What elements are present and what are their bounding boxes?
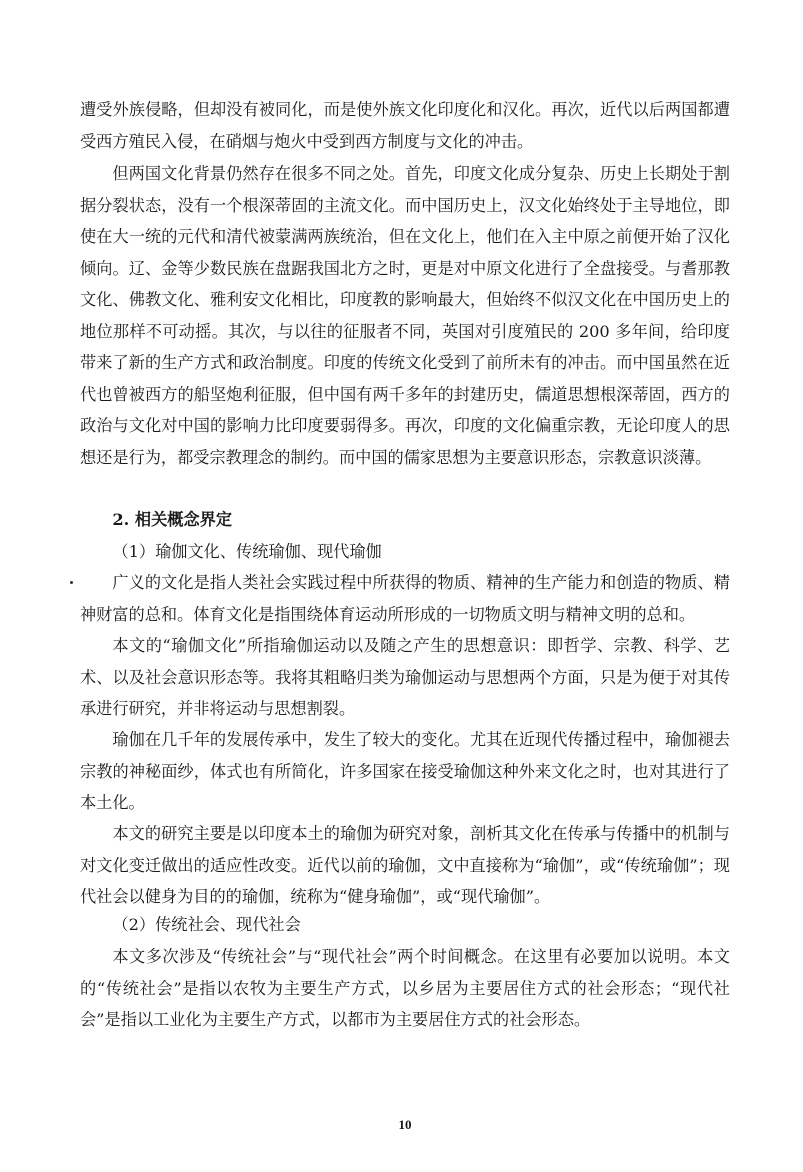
section-heading-block <box>80 504 730 536</box>
subsection-heading-society: （2）传统社会、现代社会 <box>112 915 301 934</box>
body-text <box>80 818 730 913</box>
paragraph-research-scope: 本文的研究主要是以印度本土的瑜伽为研究对象，剖析其文化在传承与传播中的机制与对文化变迁做出的适应性改变。近代以前的瑜伽，文中直接称为“瑜伽”，或“传统瑜伽”；现代社会以健身为目的的瑜伽，统称为“健身瑜伽”，或“现代瑜伽”。 <box>80 824 730 906</box>
margin-dot <box>70 581 73 584</box>
paragraph-yoga-changes: 瑜伽在几千年的发展传承中，发生了较大的变化。尤其在近现代传播过程中，瑜伽褪去宗教的神秘面纱，体式也有所简化，许多国家在接受瑜伽这种外来文化之时，也对其进行了本土化。 <box>80 730 730 812</box>
body-text <box>80 567 730 630</box>
document-page <box>80 0 730 1172</box>
section-heading: 2. 相关概念界定 <box>112 510 233 529</box>
page-number: 10 <box>398 1117 412 1132</box>
paragraph-continued: 遭受外族侵略，但却没有被同化，而是使外族文化印度化和汉化。再次，近代以后两国都遭受西方殖民入侵，在硝烟与炮火中受到西方制度与文化的冲击。 <box>80 100 730 151</box>
body-text <box>80 630 730 725</box>
paragraph-culture-definition: 广义的文化是指人类社会实践过程中所获得的物质、精神的生产能力和创造的物质、精神财富的总和。体育文化是指围绕体育运动所形成的一切物质文明与精神文明的总和。 <box>80 573 730 624</box>
paragraph-society-definition: 本文多次涉及“传统社会”与“现代社会”两个时间概念。在这里有必要加以说明。本文的“传统社会”是指以农牧为主要生产方式，以乡居为主要居住方式的社会形态；“现代社会”是指以工业化为主要生产方式，以都市为主要居住方式的社会形态。 <box>80 947 730 1029</box>
body-text <box>80 724 730 819</box>
body-text <box>80 94 730 157</box>
body-text <box>80 158 730 473</box>
subsection-heading-block <box>80 536 730 568</box>
subsection-heading-block <box>80 909 730 941</box>
body-text <box>80 941 730 1036</box>
paragraph-yoga-culture-definition: 本文的“瑜伽文化”所指瑜伽运动以及随之产生的思想意识：即哲学、宗教、科学、艺术、以及社会意识形态等。我将其粗略归类为瑜伽运动与思想两个方面，只是为便于对其传承进行研究，并非将运动与思想割裂。 <box>80 636 730 718</box>
paragraph-cultural-differences: 但两国文化背景仍然存在很多不同之处。首先，印度文化成分复杂、历史上长期处于割据分裂状态，没有一个根深蒂固的主流文化。而中国历史上，汉文化始终处于主导地位，即使在大一统的元代和清代被蒙满两族统治，但在文化上，他们在入主中原之前便开始了汉化倾向。辽、金等少数民族在盘踞我国北方之时，更是对中原文化进行了全盘接受。与耆那教文化、佛教文化、雅利安文化相比，印度教的影响最大，但始终不似汉文化在中国历史上的地位那样不可动摇。其次，与以往的征服者不同，英国对引度殖民的 200 多年间，给印度带来了新的生产方式和政治制度。印度的传统文化受到了前所未有的冲击。而中国虽然在近代也曾被西方的船坚炮利征服，但中国有两千多年的封建历史，儒道思想根深蒂固，西方的政治与文化对中国的影响力比印度要弱得多。再次，印度的文化偏重宗教，无论印度人的思想还是行为，都受宗教理念的制约。而中国的儒家思想为主要意识形态，宗教意识淡薄。 <box>80 164 730 467</box>
subsection-heading-yoga-culture: （1）瑜伽文化、传统瑜伽、现代瑜伽 <box>112 542 382 561</box>
